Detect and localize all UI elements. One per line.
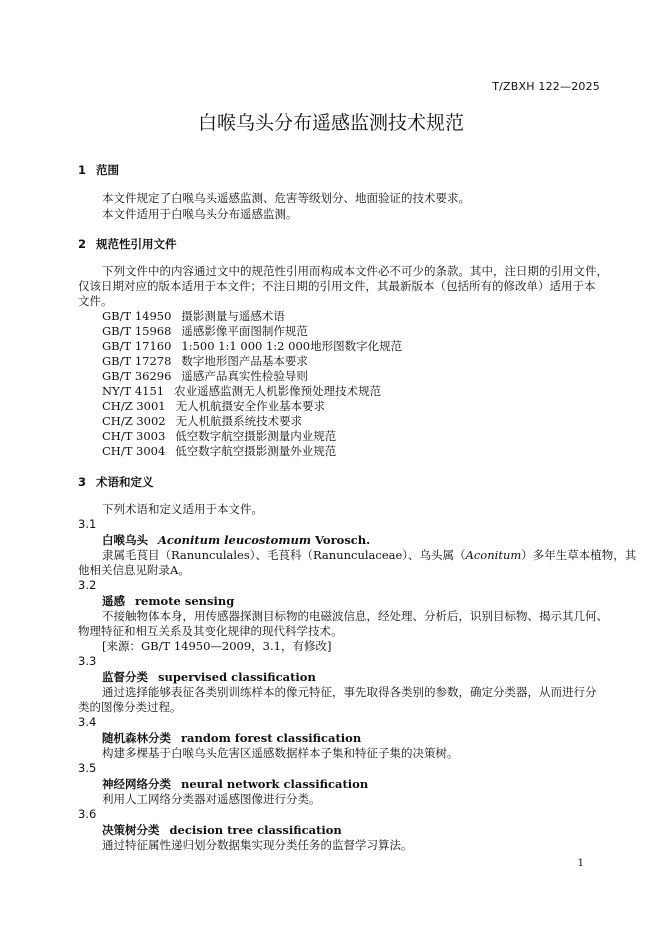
section-2-heading [78, 236, 177, 252]
term-chinese: 随机森林分类 [102, 731, 171, 745]
reference-title: 摄影测量与遥感术语 [181, 309, 285, 323]
paragraph: 仅该日期对应的版本适用于本文件；不注日期的引用文件，其最新版本（包括所有的修改单）适用于本 [78, 279, 596, 293]
reference-title: 农业遥感监测无人机影像预处理技术规范 [174, 384, 382, 398]
term-number: 3.6 [78, 807, 97, 821]
reference-title: 数字地形图产品基本要求 [181, 354, 308, 368]
reference-code: CH/T 3004 [102, 444, 166, 458]
definition-text: 隶属毛茛目（Ranunculales）、毛茛科（Ranunculaceae）、乌头属（ [102, 548, 466, 562]
term-english: neural network classification [181, 777, 369, 791]
definition-text: ）多年生草本植物，其 [521, 548, 637, 562]
page-number: 1 [577, 858, 584, 869]
term-heading [102, 822, 342, 838]
reference-code: GB/T 36296 [102, 369, 172, 383]
term-definition: 他相关信息见附录A。 [78, 563, 190, 577]
reference-title: 无人机航摄安全作业基本要求 [175, 399, 326, 413]
section-number: 2 [78, 237, 87, 251]
term-english: remote sensing [135, 594, 235, 608]
document-title: 白喉乌头分布遥感监测技术规范 [197, 112, 464, 134]
section-1-heading [78, 162, 119, 178]
term-chinese: 监督分类 [102, 670, 148, 684]
term-definition: 物理特征和相互关系及其变化规律的现代科学技术。 [78, 624, 343, 638]
reference-title: 遥感产品真实性检验导则 [181, 369, 308, 383]
term-definition: 通过特征属性递归划分数据集实现分类任务的监督学习算法。 [102, 838, 413, 852]
term-definition: 通过选择能够表征各类别训练样本的像元特征，事先取得各类别的参数，确定分类器，从而进行分 [102, 685, 597, 699]
section-number: 3 [78, 475, 87, 489]
reference-item [102, 413, 302, 429]
term-heading [102, 669, 316, 685]
term-heading [102, 593, 234, 609]
paragraph: 文件。 [78, 294, 113, 308]
reference-item [102, 428, 336, 444]
term-chinese: 决策树分类 [102, 823, 160, 837]
term-english [158, 533, 370, 547]
section-3-heading [78, 474, 154, 490]
reference-item [102, 383, 381, 399]
term-heading [102, 532, 370, 548]
reference-item [102, 338, 402, 354]
term-definition: 不接触物体本身，用传感器探测目标物的电磁波信息，经处理、分析后，识别目标物、揭示其几何、 [102, 609, 608, 623]
term-heading [102, 730, 361, 746]
reference-item [102, 308, 285, 324]
term-heading [102, 776, 368, 792]
section-title: 术语和定义 [96, 475, 154, 489]
reference-code: GB/T 15968 [102, 324, 172, 338]
term-english: decision tree classification [169, 823, 342, 837]
term-english: supervised classification [158, 670, 316, 684]
section-number: 1 [78, 163, 87, 177]
reference-item [102, 443, 336, 459]
reference-item [102, 398, 325, 414]
reference-title: 无人机航摄系统技术要求 [175, 414, 303, 428]
paragraph: 下列术语和定义适用于本文件。 [102, 502, 263, 516]
reference-title: 低空数字航空摄影测量内业规范 [175, 429, 337, 443]
section-title: 范围 [96, 163, 119, 177]
term-definition: 构建多棵基于白喉乌头危害区遥感数据样本子集和特征子集的决策树。 [102, 746, 459, 760]
reference-title: 遥感影像平面图制作规范 [181, 324, 308, 338]
term-chinese: 遥感 [102, 594, 125, 608]
term-definition: 利用人工网络分类器对遥感图像进行分类。 [102, 792, 321, 806]
reference-code: GB/T 17160 [102, 339, 172, 353]
term-chinese: 神经网络分类 [102, 777, 171, 791]
reference-code: GB/T 14950 [102, 309, 172, 323]
term-english: random forest classification [181, 731, 362, 745]
paragraph: 本文件适用于白喉乌头分布遥感监测。 [102, 207, 298, 221]
term-chinese: 白喉乌头 [102, 533, 148, 547]
paragraph: 本文件规定了白喉乌头遥感监测、危害等级划分、地面验证的技术要求。 [102, 191, 470, 205]
term-number: 3.5 [78, 761, 97, 775]
reference-code: CH/Z 3002 [102, 414, 166, 428]
reference-title: 低空数字航空摄影测量外业规范 [175, 444, 337, 458]
standard-number: T/ZBXH 122—2025 [492, 80, 600, 93]
term-number: 3.1 [78, 517, 97, 531]
paragraph: 下列文件中的内容通过文中的规范性引用而构成本文件必不可少的条款。其中，注日期的引用文件， [102, 264, 608, 278]
term-definition [102, 547, 636, 563]
section-title: 规范性引用文件 [96, 237, 177, 251]
reference-code: CH/T 3003 [102, 429, 166, 443]
reference-code: GB/T 17278 [102, 354, 172, 368]
reference-item [102, 323, 308, 339]
term-number: 3.2 [78, 578, 97, 592]
term-author: Vorosch. [311, 533, 371, 547]
term-latin-name: Aconitum leucostomum [158, 533, 312, 547]
term-source: [来源：GB/T 14950—2009，3.1，有修改] [102, 639, 332, 653]
term-definition: 类的图像分类过程。 [78, 700, 182, 714]
reference-item [102, 353, 308, 369]
term-number: 3.3 [78, 654, 97, 668]
genus-name: Aconitum [465, 548, 522, 562]
reference-title: 1:500 1:1 000 1:2 000地形图数字化规范 [181, 339, 403, 353]
reference-code: CH/Z 3001 [102, 399, 166, 413]
reference-code: NY/T 4151 [102, 384, 165, 398]
reference-item [102, 368, 308, 384]
term-number: 3.4 [78, 715, 97, 729]
